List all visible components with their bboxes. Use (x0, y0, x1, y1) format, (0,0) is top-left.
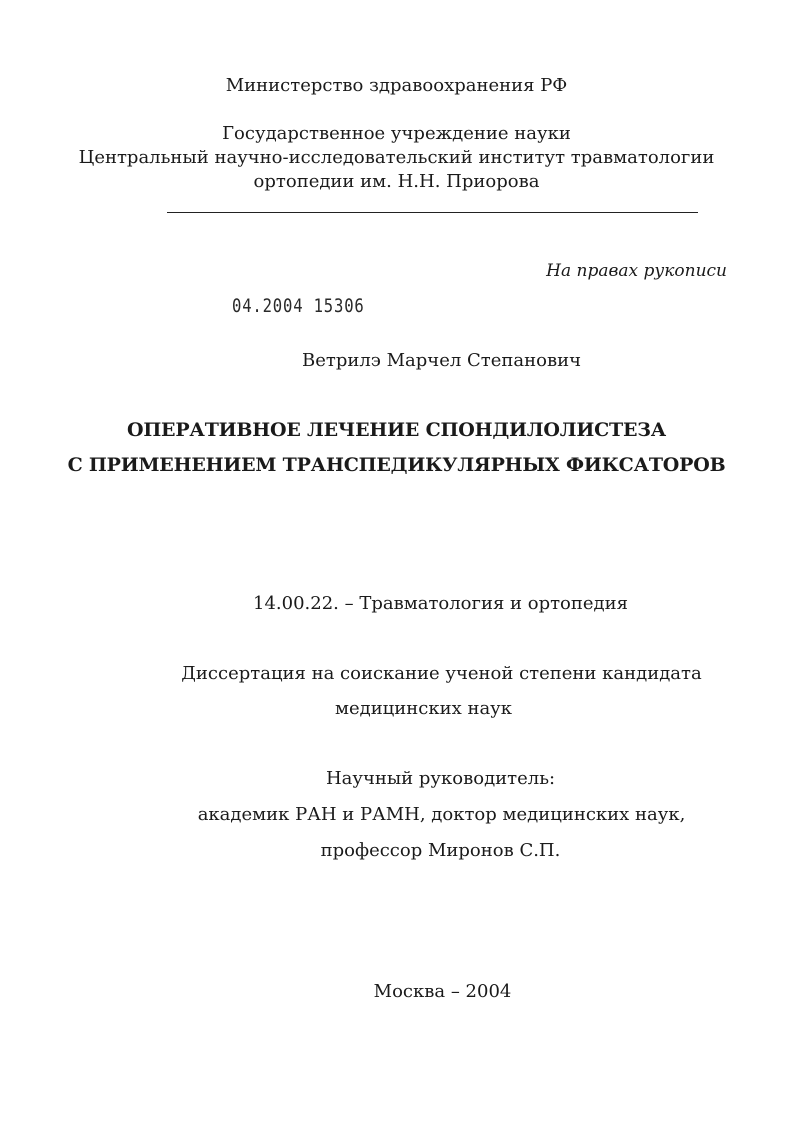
title-line-1: ОПЕРАТИВНОЕ ЛЕЧЕНИЕ СПОНДИЛОЛИСТЕЗА (126, 419, 667, 441)
institution-line-2: Центральный научно-исследовательский институт травматологии (78, 147, 715, 168)
header-divider (167, 212, 698, 213)
author-name: Ветрилэ Марчел Степанович (302, 350, 581, 371)
manuscript-rights-note: На правах рукописи (546, 261, 727, 281)
degree-line-2: медицинских наук (334, 698, 513, 719)
city-year: Москва – 2004 (373, 981, 512, 1002)
specialty-code: 14.00.22. – Травматология и ортопедия (253, 593, 628, 614)
institution-line-1: Государственное учреждение науки (222, 123, 571, 144)
supervisor-name: профессор Миронов С.П. (320, 840, 561, 861)
registration-stamp: 04.2004 15306 (232, 295, 365, 317)
title-line-2: С ПРИМЕНЕНИЕМ ТРАНСПЕДИКУЛЯРНЫХ ФИКСАТОРОВ (67, 454, 726, 476)
supervisor-label: Научный руководитель: (325, 768, 556, 789)
institution-line-3: ортопедии им. Н.Н. Приорова (253, 171, 540, 192)
degree-line-1: Диссертация на соискание ученой степени кандидата (181, 663, 702, 684)
ministry-name: Министерство здравоохранения РФ (225, 75, 568, 96)
supervisor-title: академик РАН и РАМН, доктор медицинских наук, (197, 804, 686, 825)
